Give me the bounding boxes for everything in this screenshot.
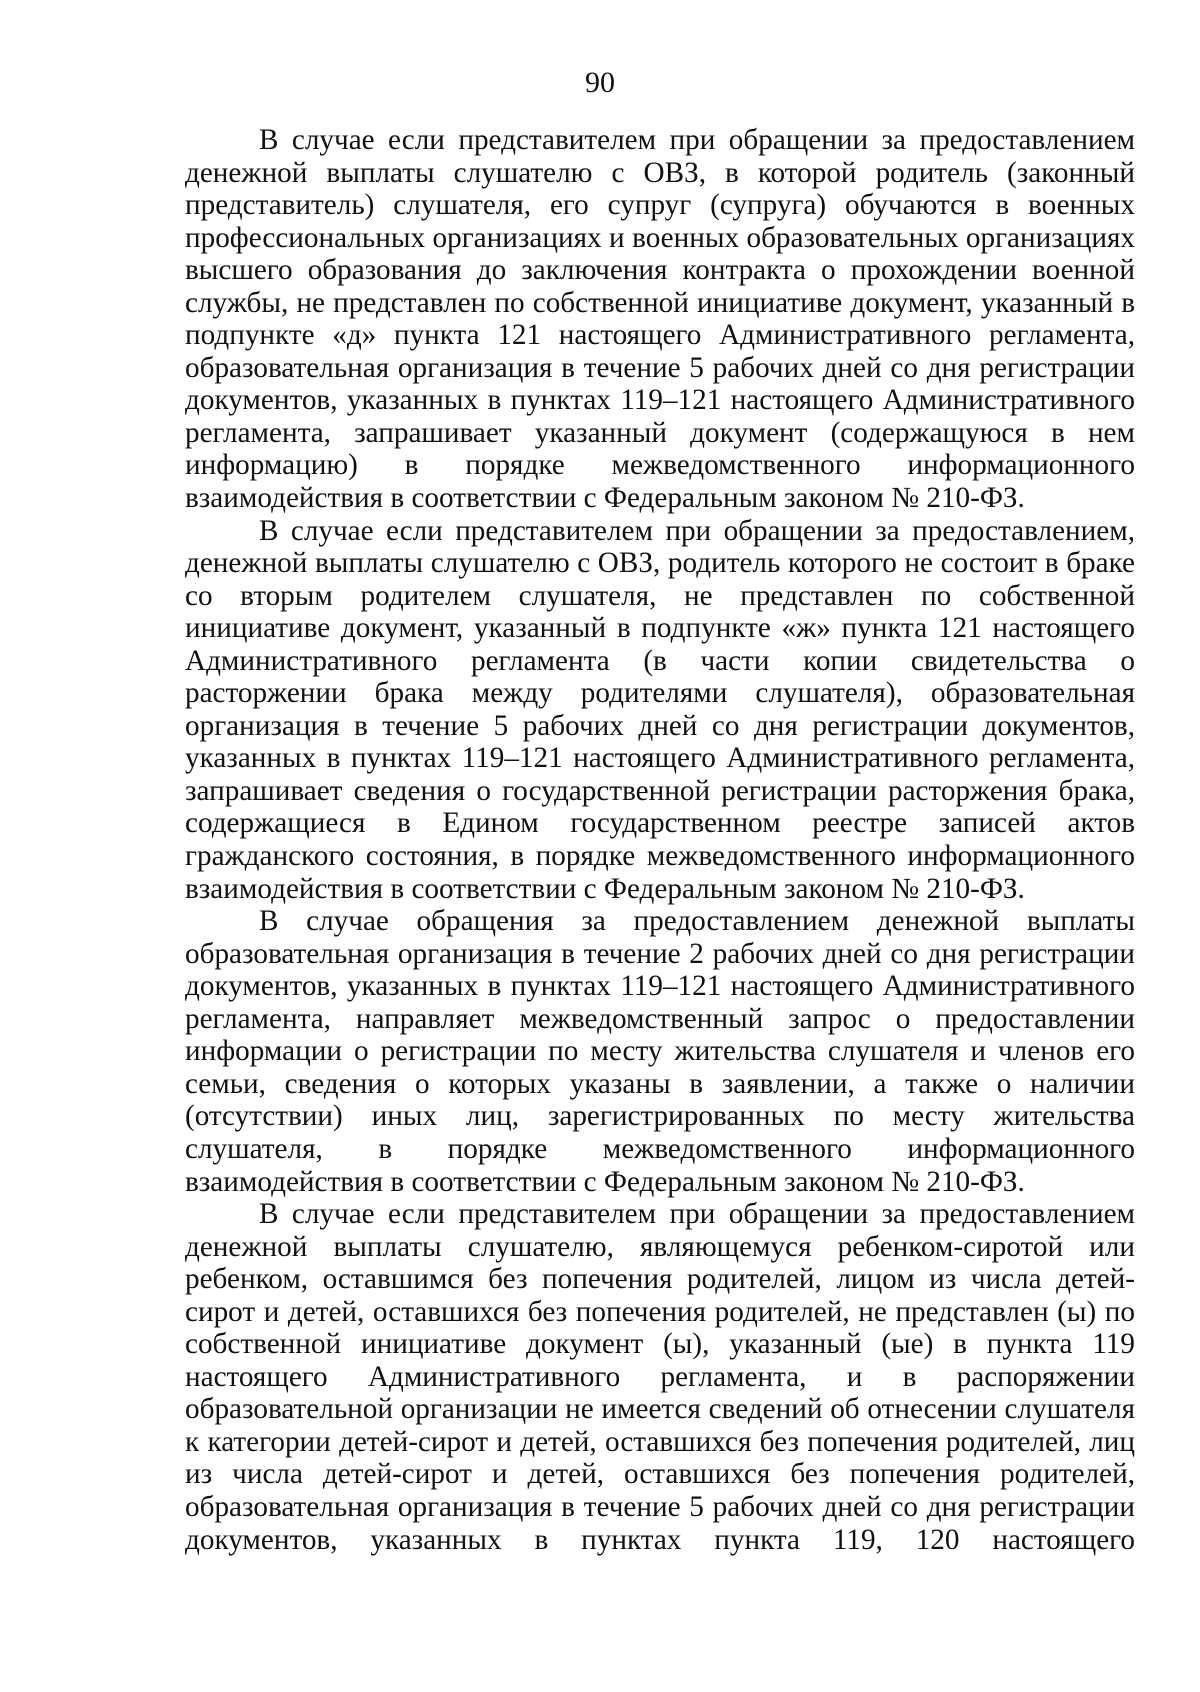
paragraph-4: В случае если представителем при обращении за предоставлением денежной выплаты слушателю, являющемуся ребенком-сиротой или ребенком, оставшимся без попечения родителей, лицом из числа детей-сирот и детей, оставшихся без попечения родителей, не представлен (ы) по собственной инициативе документ (ы), указанный (ые) в пункта 119 настоящего Административного регламента, и в распоряжении образовательной организации не имеется сведений об отнесении слушателя к категории детей-сирот и детей, оставшихся без попечения родителей, лиц из числа детей-сирот и детей, оставшихся без попечения родителей, образовательная организация в течение 5 рабочих дней со дня регистрации документов, указанных в пунктах пункта 119, 120 настоящего <box>185 1198 1135 1556</box>
page-number: 90 <box>585 66 615 99</box>
paragraph-2: В случае если представителем при обращении за предоставлением, денежной выплаты слушателю с ОВЗ, родитель которого не состоит в браке со вторым родителем слушателя, не представлен по собственной инициативе документ, указанный в подпункте «ж» пункта 121 настоящего Административного регламента (в части копии свидетельства о расторжении брака между родителями слушателя), образовательная организация в течение 5 рабочих дней со дня регистрации документов, указанных в пунктах 119–121 настоящего Административного регламента, запрашивает сведения о государственной регистрации расторжения брака, содержащиеся в Едином государственном реестре записей актов гражданского состояния, в порядке межведомственного информационного взаимодействия в соответствии с Федеральным законом № 210-ФЗ. <box>185 514 1135 905</box>
paragraph-1: В случае если представителем при обращении за предоставлением денежной выплаты слушателю с ОВЗ, в которой родитель (законный представитель) слушателя, его супруг (супруга) обучаются в военных профессиональных организациях и военных образовательных организациях высшего образования до заключения контракта о прохождении военной службы, не представлен по собственной инициативе документ, указанный в подпункте «д» пункта 121 настоящего Административного регламента, образовательная организация в течение 5 рабочих дней со дня регистрации документов, указанных в пунктах 119–121 настоящего Административного регламента, запрашивает указанный документ (содержащуюся в нем информацию) в порядке межведомственного информационного взаимодействия в соответствии с Федеральным законом № 210-ФЗ. <box>185 124 1135 515</box>
document-body <box>185 124 1135 1556</box>
paragraph-3: В случае обращения за предоставлением денежной выплаты образовательная организация в течение 2 рабочих дней со дня регистрации документов, указанных в пунктах 119–121 настоящего Административного регламента, направляет межведомственный запрос о предоставлении информации о регистрации по месту жительства слушателя и членов его семьи, сведения о которых указаны в заявлении, а также о наличии (отсутствии) иных лиц, зарегистрированных по месту жительства слушателя, в порядке межведомственного информационного взаимодействия в соответствии с Федеральным законом № 210-ФЗ. <box>185 905 1135 1198</box>
